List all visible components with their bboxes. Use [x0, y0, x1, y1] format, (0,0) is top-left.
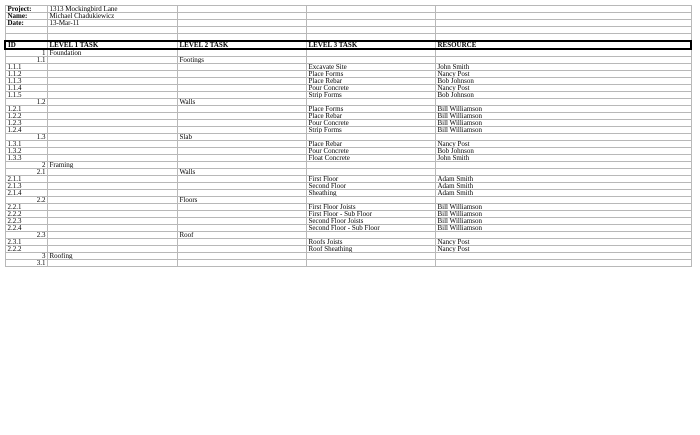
level3-task[interactable]: Second Floor - Sub Floor: [306, 225, 435, 232]
resource-cell[interactable]: Bob Johnson: [435, 92, 691, 99]
level2-task[interactable]: Footings: [177, 57, 306, 64]
task-id[interactable]: 1.1.1: [5, 64, 47, 71]
task-id[interactable]: 1.2: [5, 99, 47, 106]
task-id[interactable]: 1.3.1: [5, 141, 47, 148]
task-row: [5, 232, 691, 239]
task-id[interactable]: 2.1: [5, 169, 47, 176]
resource-cell[interactable]: Bill Williamson: [435, 127, 691, 134]
resource-cell[interactable]: Bob Johnson: [435, 148, 691, 155]
task-row: [5, 176, 691, 183]
wbs-table: [4, 5, 692, 267]
task-id[interactable]: 1.2.2: [5, 113, 47, 120]
task-id[interactable]: 2.1.4: [5, 190, 47, 197]
task-row: [5, 134, 691, 141]
task-row: [5, 113, 691, 120]
resource-cell[interactable]: Nancy Post: [435, 71, 691, 78]
project-row: [5, 6, 691, 13]
resource-cell[interactable]: Nancy Post: [435, 85, 691, 92]
task-id[interactable]: 1.1.4: [5, 85, 47, 92]
task-id[interactable]: 2.2.1: [5, 204, 47, 211]
resource-cell[interactable]: Bill Williamson: [435, 113, 691, 120]
task-row: [5, 106, 691, 113]
name-label: Name:: [5, 13, 47, 20]
level3-task[interactable]: Pour Concrete: [306, 85, 435, 92]
level3-task[interactable]: Place Forms: [306, 106, 435, 113]
task-row: [5, 218, 691, 225]
task-id[interactable]: 1.3: [5, 134, 47, 141]
task-id[interactable]: 1: [5, 49, 47, 57]
level3-task[interactable]: Second Floor Joists: [306, 218, 435, 225]
level2-task[interactable]: Floors: [177, 197, 306, 204]
task-row: [5, 120, 691, 127]
task-row: [5, 85, 691, 92]
header-level1: LEVEL 1 TASK: [47, 41, 177, 49]
task-id[interactable]: 1.1.3: [5, 78, 47, 85]
task-id[interactable]: 3: [5, 253, 47, 260]
level3-task[interactable]: First Floor: [306, 176, 435, 183]
task-row: [5, 49, 691, 57]
resource-cell[interactable]: Bill Williamson: [435, 204, 691, 211]
task-id[interactable]: 2.2.2: [5, 246, 47, 253]
task-row: [5, 169, 691, 176]
date-row: [5, 20, 691, 27]
level1-task[interactable]: Framing: [47, 162, 177, 169]
level3-task[interactable]: First Floor Joists: [306, 204, 435, 211]
level2-task[interactable]: Slab: [177, 134, 306, 141]
level3-task[interactable]: Place Rebar: [306, 141, 435, 148]
task-id[interactable]: 2.1.1: [5, 176, 47, 183]
task-id[interactable]: 2.3.1: [5, 239, 47, 246]
level3-task[interactable]: Second Floor: [306, 183, 435, 190]
name-row: [5, 13, 691, 20]
level3-task[interactable]: Float Concrete: [306, 155, 435, 162]
task-row: [5, 260, 691, 267]
level2-task[interactable]: Roof: [177, 232, 306, 239]
task-row: [5, 148, 691, 155]
header-level2: LEVEL 2 TASK: [177, 41, 306, 49]
task-id[interactable]: 1.1: [5, 57, 47, 64]
task-id[interactable]: 2.2.2: [5, 211, 47, 218]
task-row: [5, 246, 691, 253]
task-row: [5, 211, 691, 218]
resource-cell[interactable]: Bob Johnson: [435, 78, 691, 85]
task-row: [5, 197, 691, 204]
task-id[interactable]: 1.3.3: [5, 155, 47, 162]
level3-task[interactable]: Strip Forms: [306, 92, 435, 99]
resource-cell[interactable]: John Smith: [435, 155, 691, 162]
task-row: [5, 92, 691, 99]
task-id[interactable]: 2.2.3: [5, 218, 47, 225]
header-level3: LEVEL 3 TASK: [306, 41, 435, 49]
task-row: [5, 78, 691, 85]
task-id[interactable]: 2.3: [5, 232, 47, 239]
level2-task[interactable]: [177, 260, 306, 267]
resource-cell[interactable]: Adam Smith: [435, 183, 691, 190]
level3-task[interactable]: First Floor - Sub Floor: [306, 211, 435, 218]
level3-task[interactable]: Place Rebar: [306, 113, 435, 120]
blank-row: [5, 34, 691, 42]
level3-task[interactable]: Pour Concrete: [306, 148, 435, 155]
project-value[interactable]: 1313 Mockingbird Lane: [47, 6, 177, 13]
task-row: [5, 99, 691, 106]
resource-cell[interactable]: John Smith: [435, 64, 691, 71]
task-row: [5, 239, 691, 246]
level1-task[interactable]: Foundation: [47, 49, 177, 57]
level3-task[interactable]: Strip Forms: [306, 127, 435, 134]
level3-task[interactable]: Roofs Joists: [306, 239, 435, 246]
level3-task[interactable]: Pour Concrete: [306, 120, 435, 127]
task-id[interactable]: 3.1: [5, 260, 47, 267]
level3-task[interactable]: Excavate Site: [306, 64, 435, 71]
task-id[interactable]: 2.1.3: [5, 183, 47, 190]
level2-task[interactable]: Walls: [177, 169, 306, 176]
task-id[interactable]: 2.2.4: [5, 225, 47, 232]
task-id[interactable]: 2: [5, 162, 47, 169]
task-row: [5, 71, 691, 78]
blank-row: [5, 27, 691, 34]
task-row: [5, 253, 691, 260]
resource-cell[interactable]: Bill Williamson: [435, 225, 691, 232]
task-id[interactable]: 1.1.5: [5, 92, 47, 99]
resource-cell[interactable]: Adam Smith: [435, 176, 691, 183]
resource-cell[interactable]: Nancy Post: [435, 141, 691, 148]
task-row: [5, 183, 691, 190]
level3-task[interactable]: Roof Sheathing: [306, 246, 435, 253]
date-label: Date:: [5, 20, 47, 27]
level3-task[interactable]: Place Rebar: [306, 78, 435, 85]
resource-cell[interactable]: Bill Williamson: [435, 218, 691, 225]
resource-cell[interactable]: Nancy Post: [435, 239, 691, 246]
task-id[interactable]: 1.2.1: [5, 106, 47, 113]
task-id[interactable]: 1.3.2: [5, 148, 47, 155]
header-id: ID: [5, 41, 47, 49]
resource-cell[interactable]: Bill Williamson: [435, 211, 691, 218]
date-value[interactable]: 13-Mar-11: [47, 20, 177, 27]
task-id[interactable]: 1.2.3: [5, 120, 47, 127]
task-row: [5, 64, 691, 71]
task-id[interactable]: 2.2: [5, 197, 47, 204]
task-id[interactable]: 1.1.2: [5, 71, 47, 78]
header-row: [5, 41, 691, 49]
level3-task[interactable]: Place Forms: [306, 71, 435, 78]
task-row: [5, 141, 691, 148]
level3-task[interactable]: Sheathing: [306, 190, 435, 197]
task-id[interactable]: 1.2.4: [5, 127, 47, 134]
project-label: Project:: [5, 6, 47, 13]
task-row: [5, 225, 691, 232]
level2-task[interactable]: Walls: [177, 99, 306, 106]
header-resource: RESOURCE: [435, 41, 691, 49]
task-row: [5, 204, 691, 211]
task-row: [5, 155, 691, 162]
resource-cell[interactable]: Adam Smith: [435, 190, 691, 197]
task-row: [5, 127, 691, 134]
task-row: [5, 190, 691, 197]
resource-cell[interactable]: Nancy Post: [435, 246, 691, 253]
task-row: [5, 162, 691, 169]
resource-cell[interactable]: Bill Williamson: [435, 106, 691, 113]
resource-cell[interactable]: Bill Williamson: [435, 120, 691, 127]
task-row: [5, 57, 691, 64]
level1-task[interactable]: Roofing: [47, 253, 177, 260]
name-value[interactable]: Michael Chadukiewicz: [47, 13, 177, 20]
